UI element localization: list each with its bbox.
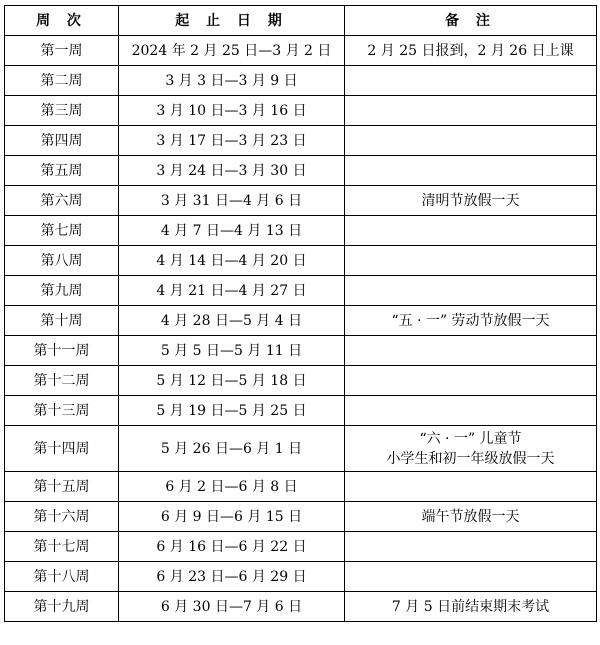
table-row [5, 66, 597, 96]
week-cell: 第四周 [5, 126, 119, 156]
table-row [5, 336, 597, 366]
table-row [5, 306, 597, 336]
date-range-cell: 3 月 24 日—3 月 30 日 [119, 156, 345, 186]
week-cell: 第十一周 [5, 336, 119, 366]
week-cell: 第十三周 [5, 396, 119, 426]
date-range-cell: 6 月 16 日—6 月 22 日 [119, 532, 345, 562]
note-line: 7 月 5 日前结束期末考试 [391, 598, 550, 615]
week-cell: 第十四周 [5, 426, 119, 472]
date-range-cell: 6 月 2 日—6 月 8 日 [119, 472, 345, 502]
note-cell [345, 472, 597, 502]
week-cell: 第十周 [5, 306, 119, 336]
note-cell [345, 562, 597, 592]
date-range-cell: 4 月 28 日—5 月 4 日 [119, 306, 345, 336]
note-line: 清明节放假一天 [421, 192, 520, 209]
date-range-cell: 4 月 14 日—4 月 20 日 [119, 246, 345, 276]
note-line: 2 月 25 日报到，2 月 26 日上课 [367, 42, 574, 59]
table-row [5, 426, 597, 472]
date-range-cell: 5 月 5 日—5 月 11 日 [119, 336, 345, 366]
week-cell: 第十八周 [5, 562, 119, 592]
date-range-cell: 3 月 3 日—3 月 9 日 [119, 66, 345, 96]
note-cell [345, 156, 597, 186]
date-range-cell: 5 月 26 日—6 月 1 日 [119, 426, 345, 472]
note-cell [345, 396, 597, 426]
date-range-cell: 3 月 31 日—4 月 6 日 [119, 186, 345, 216]
week-cell: 第七周 [5, 216, 119, 246]
note-cell [345, 532, 597, 562]
semester-schedule-table [4, 5, 597, 622]
week-cell: 第六周 [5, 186, 119, 216]
table-row [5, 276, 597, 306]
note-cell [345, 216, 597, 246]
note-cell [345, 36, 597, 66]
table-row [5, 36, 597, 66]
table-row [5, 186, 597, 216]
week-cell: 第二周 [5, 66, 119, 96]
note-cell [345, 366, 597, 396]
date-range-cell: 4 月 7 日—4 月 13 日 [119, 216, 345, 246]
note-line: “六 · 一” 儿童节 [419, 430, 522, 447]
week-cell: 第五周 [5, 156, 119, 186]
week-cell: 第十九周 [5, 592, 119, 622]
week-cell: 第十六周 [5, 502, 119, 532]
note-cell [345, 66, 597, 96]
date-range-cell: 5 月 12 日—5 月 18 日 [119, 366, 345, 396]
table-row [5, 126, 597, 156]
note-cell [345, 246, 597, 276]
date-range-cell: 6 月 30 日—7 月 6 日 [119, 592, 345, 622]
table-row [5, 216, 597, 246]
week-cell: 第九周 [5, 276, 119, 306]
note-cell [345, 426, 597, 472]
table-row [5, 532, 597, 562]
week-cell: 第一周 [5, 36, 119, 66]
table-row [5, 472, 597, 502]
note-cell [345, 96, 597, 126]
table-header-row [5, 6, 597, 36]
note-cell [345, 126, 597, 156]
week-cell: 第十七周 [5, 532, 119, 562]
week-cell: 第八周 [5, 246, 119, 276]
table-row [5, 592, 597, 622]
date-range-cell: 2024 年 2 月 25 日—3 月 2 日 [119, 36, 345, 66]
date-range-cell: 5 月 19 日—5 月 25 日 [119, 396, 345, 426]
note-cell [345, 276, 597, 306]
date-range-cell: 6 月 23 日—6 月 29 日 [119, 562, 345, 592]
week-cell: 第三周 [5, 96, 119, 126]
note-cell [345, 186, 597, 216]
note-line: 小学生和初一年级放假一天 [386, 450, 555, 467]
table-row [5, 562, 597, 592]
note-cell [345, 306, 597, 336]
header-notes: 备 注 [345, 6, 597, 36]
note-cell [345, 592, 597, 622]
note-line: “五 · 一” 劳动节放假一天 [391, 312, 550, 329]
note-cell [345, 336, 597, 366]
table-row [5, 396, 597, 426]
date-range-cell: 6 月 9 日—6 月 15 日 [119, 502, 345, 532]
note-cell [345, 502, 597, 532]
table-row [5, 246, 597, 276]
week-cell: 第十五周 [5, 472, 119, 502]
date-range-cell: 3 月 17 日—3 月 23 日 [119, 126, 345, 156]
date-range-cell: 3 月 10 日—3 月 16 日 [119, 96, 345, 126]
table-row [5, 366, 597, 396]
note-line: 端午节放假一天 [421, 508, 520, 525]
header-week: 周 次 [5, 6, 119, 36]
table-body [5, 36, 597, 622]
table-row [5, 156, 597, 186]
header-dates: 起 止 日 期 [119, 6, 345, 36]
table-row [5, 502, 597, 532]
date-range-cell: 4 月 21 日—4 月 27 日 [119, 276, 345, 306]
week-cell: 第十二周 [5, 366, 119, 396]
table-row [5, 96, 597, 126]
